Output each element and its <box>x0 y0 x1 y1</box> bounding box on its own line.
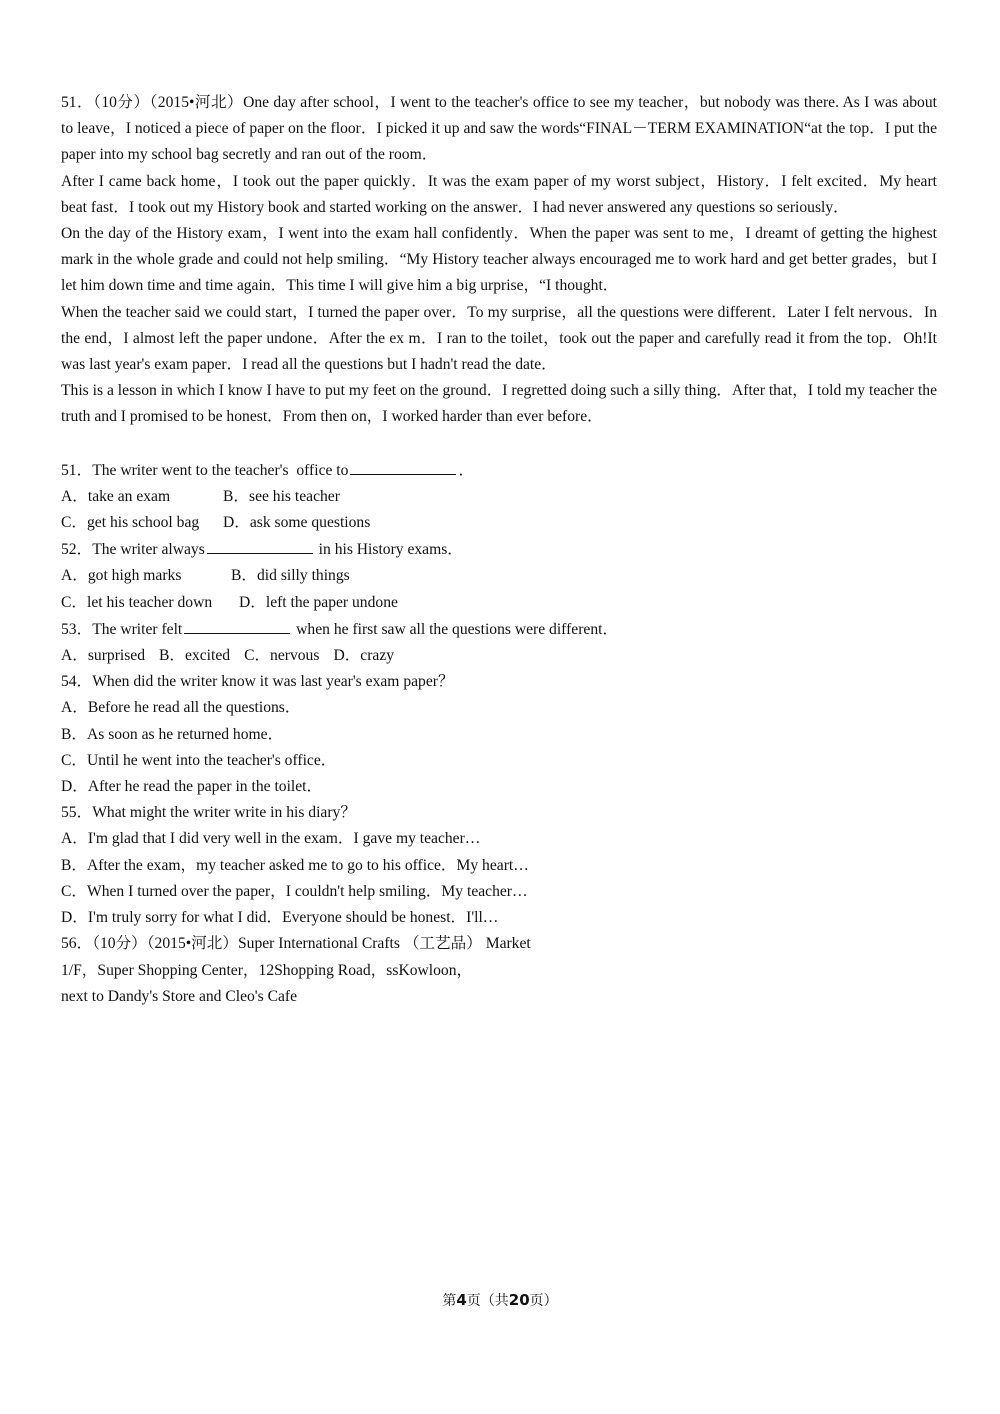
option-d[interactable]: D．crazy <box>333 647 395 665</box>
option-d[interactable]: D．I'm truly sorry for what I did．Everyone should be honest．I'll… <box>61 909 499 927</box>
answer-blank[interactable] <box>350 457 456 475</box>
option-a[interactable]: A．got high marks <box>61 567 182 585</box>
option-c[interactable]: C．let his teacher down <box>61 593 213 611</box>
option-a[interactable]: A．Before he read all the questions． <box>61 699 301 717</box>
option-d[interactable]: D．ask some questions <box>223 514 371 532</box>
page-number: 4 <box>456 1291 467 1309</box>
option-b[interactable]: B．As soon as he returned home． <box>61 725 284 743</box>
question-55-stem: 55．What might the writer write in his diary？ <box>61 804 356 822</box>
option-a[interactable]: A．surprised <box>61 647 146 665</box>
question-56-location: next to Dandy's Store and Cleo's Cafe <box>61 987 298 1005</box>
question-51-stem: 51．The writer went to the teacher's office to ． <box>61 457 937 484</box>
question-54-stem: 54．When did the writer know it was last year's exam paper？ <box>61 673 454 691</box>
option-c[interactable]: C．Until he went into the teacher's office． <box>61 751 337 769</box>
option-a[interactable]: A．take an exam <box>61 487 171 505</box>
option-c[interactable]: C．get his school bag <box>61 514 200 532</box>
option-b[interactable]: B．excited <box>159 647 231 665</box>
passage-paragraph-3: On the day of the History exam，I went into the exam hall confidently．When the paper was sent to me，I dreamt of getting the highest mark in the whole grade and could not help smiling．“My History teacher always encouraged me to work hard and get better grades，but I let him down time and time again．This time I will give him a big urprise，“I thought． <box>61 225 937 295</box>
option-c[interactable]: C．When I turned over the paper，I couldn't help smiling．My teacher… <box>61 882 528 900</box>
option-c[interactable]: C．nervous <box>244 647 320 665</box>
option-b[interactable]: B．After the exam，my teacher asked me to go to his office．My heart… <box>61 856 529 874</box>
answer-blank[interactable] <box>184 616 290 634</box>
option-a[interactable]: A．I'm glad that I did very well in the exam．I gave my teacher… <box>61 830 481 848</box>
option-b[interactable]: B．did silly things <box>231 567 350 585</box>
question-56-header: 56．（10分）（2015•河北）Super International Crafts （工艺品） Market <box>61 935 531 953</box>
option-d[interactable]: D．left the paper undone <box>239 593 398 611</box>
option-b[interactable]: B．see his teacher <box>223 487 340 505</box>
question-51-options-row <box>61 510 937 536</box>
document-page <box>61 90 937 1010</box>
question-52-options-row <box>61 590 937 616</box>
question-52-stem: 52．The writer always in his History exams． <box>61 536 937 563</box>
answer-blank[interactable] <box>207 536 313 554</box>
page-footer: 第4页（共20页） <box>442 1291 558 1309</box>
passage-paragraph-4: When the teacher said we could start，I turned the paper over．To my surprise，all the questions were different．Later I felt nervous．In the end，I almost left the paper undone．After the ex m．I ran to the toilet，took out the paper and carefully read it from the top．Oh!It was last year's exam paper．I read all the questions but I hadn't read the date． <box>61 303 937 374</box>
question-56-address: 1/F，Super Shopping Center，12Shopping Road，ssKowloon， <box>61 961 473 979</box>
passage-paragraph-5: This is a lesson in which I know I have to put my feet on the ground．I regretted doing such a silly thing．After that，I told my teacher the truth and I promised to be honest．From then on，I worked harder than ever before． <box>61 382 937 426</box>
question-52-options-row <box>61 563 937 589</box>
option-d[interactable]: D．After he read the paper in the toilet． <box>61 778 323 796</box>
total-pages: 20 <box>508 1291 530 1309</box>
passage-paragraph-2: After I came back home，I took out the paper quickly．It was the exam paper of my worst subject，History．I felt excited．My heart beat fast．I took out my History book and started working on the answer．I had never answered any questions so seriously． <box>61 172 937 216</box>
passage-paragraph-1: 51．（10分）（2015•河北）One day after school，I went to the teacher's office to see my teacher，but nobody was there. As I was about to leave，I noticed a piece of paper on the floor．I picked it up and saw the words“FINAL－TERM EXAMINATION“at the top．I put the paper into my school bag secretly and ran out of the room． <box>61 94 937 164</box>
question-51-options-row <box>61 484 937 510</box>
question-53-stem: 53．The writer felt when he first saw all the questions were different． <box>61 616 937 643</box>
question-53-options-row <box>61 643 937 669</box>
question-header: 51．（10分）（2015•河北） <box>61 94 244 111</box>
